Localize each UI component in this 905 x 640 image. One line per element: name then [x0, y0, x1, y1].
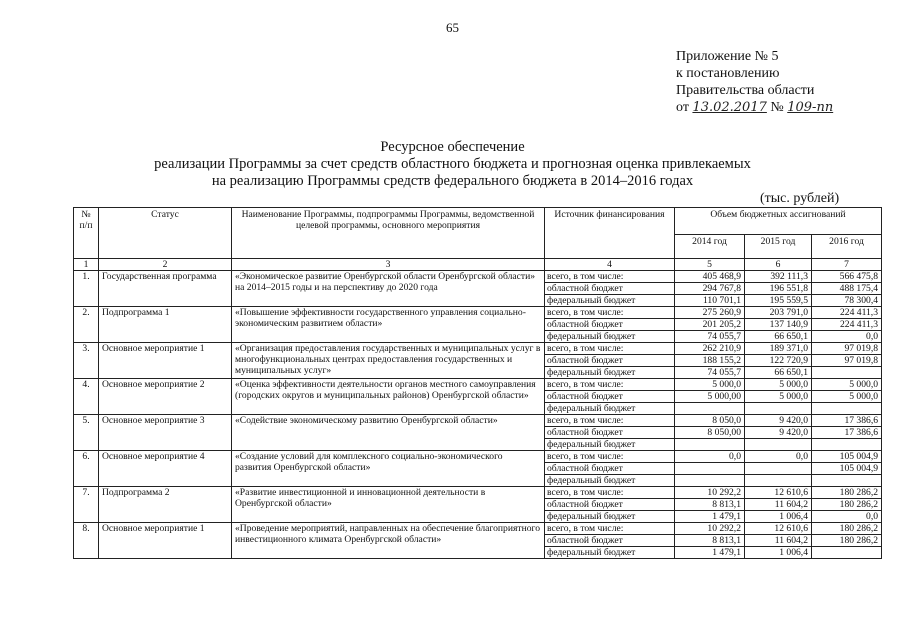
funding-source: областной бюджет [545, 499, 675, 511]
value-2014: 188 155,2 [675, 355, 745, 367]
row-number: 1. [74, 271, 99, 307]
table-row [74, 379, 882, 391]
row-status: Подпрограмма 1 [99, 307, 232, 343]
funding-source: областной бюджет [545, 319, 675, 331]
funding-source: всего, в том числе: [545, 523, 675, 535]
header-num: № п/п [74, 208, 99, 259]
value-2015: 195 559,5 [745, 295, 812, 307]
value-2016: 566 475,8 [812, 271, 882, 283]
value-2016: 180 286,2 [812, 499, 882, 511]
row-name: «Создание условий для комплексного социально-экономического развития Оренбургской области» [232, 451, 545, 487]
funding-source: федеральный бюджет [545, 439, 675, 451]
row-number: 2. [74, 307, 99, 343]
index-cell: 3 [232, 259, 545, 271]
funding-source: федеральный бюджет [545, 331, 675, 343]
title-line-3: на реализацию Программы средств федерального бюджета в 2014–2016 годах [211, 173, 694, 189]
value-2016 [812, 439, 882, 451]
value-2014: 110 701,1 [675, 295, 745, 307]
value-2014: 262 210,9 [675, 343, 745, 355]
value-2015: 11 604,2 [745, 499, 812, 511]
value-2015: 11 604,2 [745, 535, 812, 547]
value-2014: 5 000,00 [675, 391, 745, 403]
resource-table [73, 207, 882, 559]
funding-source: областной бюджет [545, 355, 675, 367]
value-2016: 0,0 [812, 511, 882, 523]
row-number: 3. [74, 343, 99, 379]
value-2014 [675, 403, 745, 415]
document-title [0, 139, 905, 190]
index-cell: 7 [812, 259, 882, 271]
row-status: Подпрограмма 2 [99, 487, 232, 523]
index-cell: 2 [99, 259, 232, 271]
funding-source: всего, в том числе: [545, 271, 675, 283]
funding-source: федеральный бюджет [545, 403, 675, 415]
value-2015: 203 791,0 [745, 307, 812, 319]
table-row [74, 271, 882, 283]
funding-source: областной бюджет [545, 463, 675, 475]
title-line-1: Ресурсное обеспечение [380, 139, 525, 155]
funding-source: федеральный бюджет [545, 511, 675, 523]
row-number: 5. [74, 415, 99, 451]
row-status: Основное мероприятие 1 [99, 523, 232, 559]
value-2014: 275 260,9 [675, 307, 745, 319]
funding-source: всего, в том числе: [545, 379, 675, 391]
funding-source: всего, в том числе: [545, 343, 675, 355]
index-cell: 1 [74, 259, 99, 271]
funding-source: всего, в том числе: [545, 487, 675, 499]
value-2016: 17 386,6 [812, 415, 882, 427]
value-2015: 122 720,9 [745, 355, 812, 367]
value-2015: 12 610,6 [745, 487, 812, 499]
table-row [74, 487, 882, 499]
row-name: «Развитие инвестиционной и инновационной деятельности в Оренбургской области» [232, 487, 545, 523]
row-status: Основное мероприятие 1 [99, 343, 232, 379]
value-2014: 8 813,1 [675, 499, 745, 511]
table-row [74, 415, 882, 427]
row-number: 8. [74, 523, 99, 559]
value-2016: 105 004,9 [812, 463, 882, 475]
row-number: 6. [74, 451, 99, 487]
value-2015: 1 006,4 [745, 511, 812, 523]
value-2015: 189 371,0 [745, 343, 812, 355]
value-2014: 201 205,2 [675, 319, 745, 331]
value-2016: 5 000,0 [812, 379, 882, 391]
value-2015: 392 111,3 [745, 271, 812, 283]
appendix-prefix: от [676, 100, 689, 115]
value-2015 [745, 463, 812, 475]
column-index-row [74, 259, 882, 271]
funding-source: областной бюджет [545, 391, 675, 403]
value-2014: 1 479,1 [675, 511, 745, 523]
value-2014: 405 468,9 [675, 271, 745, 283]
row-status: Государственная программа [99, 271, 232, 307]
row-name: «Экономическое развитие Оренбургской области Оренбургской области» на 2014–2015 годы и на перспективу до 2020 года [232, 271, 545, 307]
table-row [74, 523, 882, 535]
decree-number: 109-пп [787, 100, 834, 115]
funding-source: федеральный бюджет [545, 367, 675, 379]
funding-source: всего, в том числе: [545, 415, 675, 427]
value-2016: 488 175,4 [812, 283, 882, 295]
funding-source: всего, в том числе: [545, 451, 675, 463]
title-line-2: реализации Программы за счет средств областного бюджета и прогнозная оценка привлекаемых [154, 156, 751, 172]
value-2015: 12 610,6 [745, 523, 812, 535]
funding-source: федеральный бюджет [545, 475, 675, 487]
table-row [74, 451, 882, 463]
value-2014: 74 055,7 [675, 331, 745, 343]
value-2015: 9 420,0 [745, 415, 812, 427]
row-name: «Повышение эффективности государственного управления социально-экономическим развитием области» [232, 307, 545, 343]
value-2015: 5 000,0 [745, 391, 812, 403]
index-cell: 5 [675, 259, 745, 271]
value-2014 [675, 475, 745, 487]
value-2015: 9 420,0 [745, 427, 812, 439]
funding-source: областной бюджет [545, 283, 675, 295]
row-status: Основное мероприятие 4 [99, 451, 232, 487]
value-2015: 0,0 [745, 451, 812, 463]
row-name: «Проведение мероприятий, направленных на обеспечение благоприятного инвестиционного климата Оренбургской области» [232, 523, 545, 559]
value-2016 [812, 403, 882, 415]
value-2015: 66 650,1 [745, 331, 812, 343]
table-row [74, 343, 882, 355]
header-2015: 2015 год [745, 235, 812, 259]
row-name: «Организация предоставления государственных и муниципальных услуг в многофункциональных центрах предоставления государственных и муниципальных услуг» [232, 343, 545, 379]
value-2016: 224 411,3 [812, 307, 882, 319]
value-2015: 137 140,9 [745, 319, 812, 331]
value-2014: 0,0 [675, 451, 745, 463]
value-2014 [675, 463, 745, 475]
value-2016: 78 300,4 [812, 295, 882, 307]
appendix-header [676, 48, 833, 116]
number-sign: № [770, 100, 784, 115]
value-2016 [812, 475, 882, 487]
value-2014: 8 050,00 [675, 427, 745, 439]
header-source: Источник финансирования [545, 208, 675, 259]
value-2015 [745, 475, 812, 487]
value-2016: 105 004,9 [812, 451, 882, 463]
value-2014: 8 813,1 [675, 535, 745, 547]
header-status: Статус [99, 208, 232, 259]
header-name: Наименование Программы, подпрограммы Программы, ведомственной целевой программы, основного мероприятия [232, 208, 545, 259]
value-2016: 0,0 [812, 331, 882, 343]
header-2016: 2016 год [812, 235, 882, 259]
appendix-line-3: Правительства области [676, 83, 815, 98]
value-2016: 5 000,0 [812, 391, 882, 403]
value-2014: 1 479,1 [675, 547, 745, 559]
value-2016: 180 286,2 [812, 535, 882, 547]
funding-source: федеральный бюджет [545, 295, 675, 307]
row-name: «Оценка эффективности деятельности органов местного самоуправления (городских округов и муниципальных районов) Оренбургской области» [232, 379, 545, 415]
appendix-date-line [676, 99, 833, 116]
value-2014: 5 000,0 [675, 379, 745, 391]
funding-source: всего, в том числе: [545, 307, 675, 319]
row-number: 7. [74, 487, 99, 523]
appendix-line-2: к постановлению [676, 66, 780, 81]
value-2015: 66 650,1 [745, 367, 812, 379]
value-2015: 1 006,4 [745, 547, 812, 559]
appendix-line-1: Приложение № 5 [676, 49, 779, 64]
value-2016: 97 019,8 [812, 355, 882, 367]
table-body [74, 259, 882, 559]
value-2016: 97 019,8 [812, 343, 882, 355]
page-number: 65 [446, 20, 459, 35]
value-2014: 74 055,7 [675, 367, 745, 379]
table-row [74, 307, 882, 319]
row-status: Основное мероприятие 2 [99, 379, 232, 415]
value-2014 [675, 439, 745, 451]
value-2016 [812, 367, 882, 379]
header-2014: 2014 год [675, 235, 745, 259]
value-2016: 180 286,2 [812, 487, 882, 499]
value-2014: 294 767,8 [675, 283, 745, 295]
index-cell: 4 [545, 259, 675, 271]
value-2016: 224 411,3 [812, 319, 882, 331]
funding-source: областной бюджет [545, 535, 675, 547]
value-2015 [745, 439, 812, 451]
funding-source: областной бюджет [545, 427, 675, 439]
value-2015 [745, 403, 812, 415]
value-2016: 180 286,2 [812, 523, 882, 535]
value-2016: 17 386,6 [812, 427, 882, 439]
row-number: 4. [74, 379, 99, 415]
header-volume: Объем бюджетных ассигнований [675, 208, 882, 235]
value-2015: 5 000,0 [745, 379, 812, 391]
value-2014: 8 050,0 [675, 415, 745, 427]
index-cell: 6 [745, 259, 812, 271]
row-name: «Содействие экономическому развитию Оренбургской области» [232, 415, 545, 451]
value-2014: 10 292,2 [675, 523, 745, 535]
units-label: (тыс. рублей) [760, 191, 840, 206]
value-2014: 10 292,2 [675, 487, 745, 499]
value-2015: 196 551,8 [745, 283, 812, 295]
funding-source: федеральный бюджет [545, 547, 675, 559]
decree-date: 13.02.2017 [692, 100, 767, 115]
value-2016 [812, 547, 882, 559]
row-status: Основное мероприятие 3 [99, 415, 232, 451]
